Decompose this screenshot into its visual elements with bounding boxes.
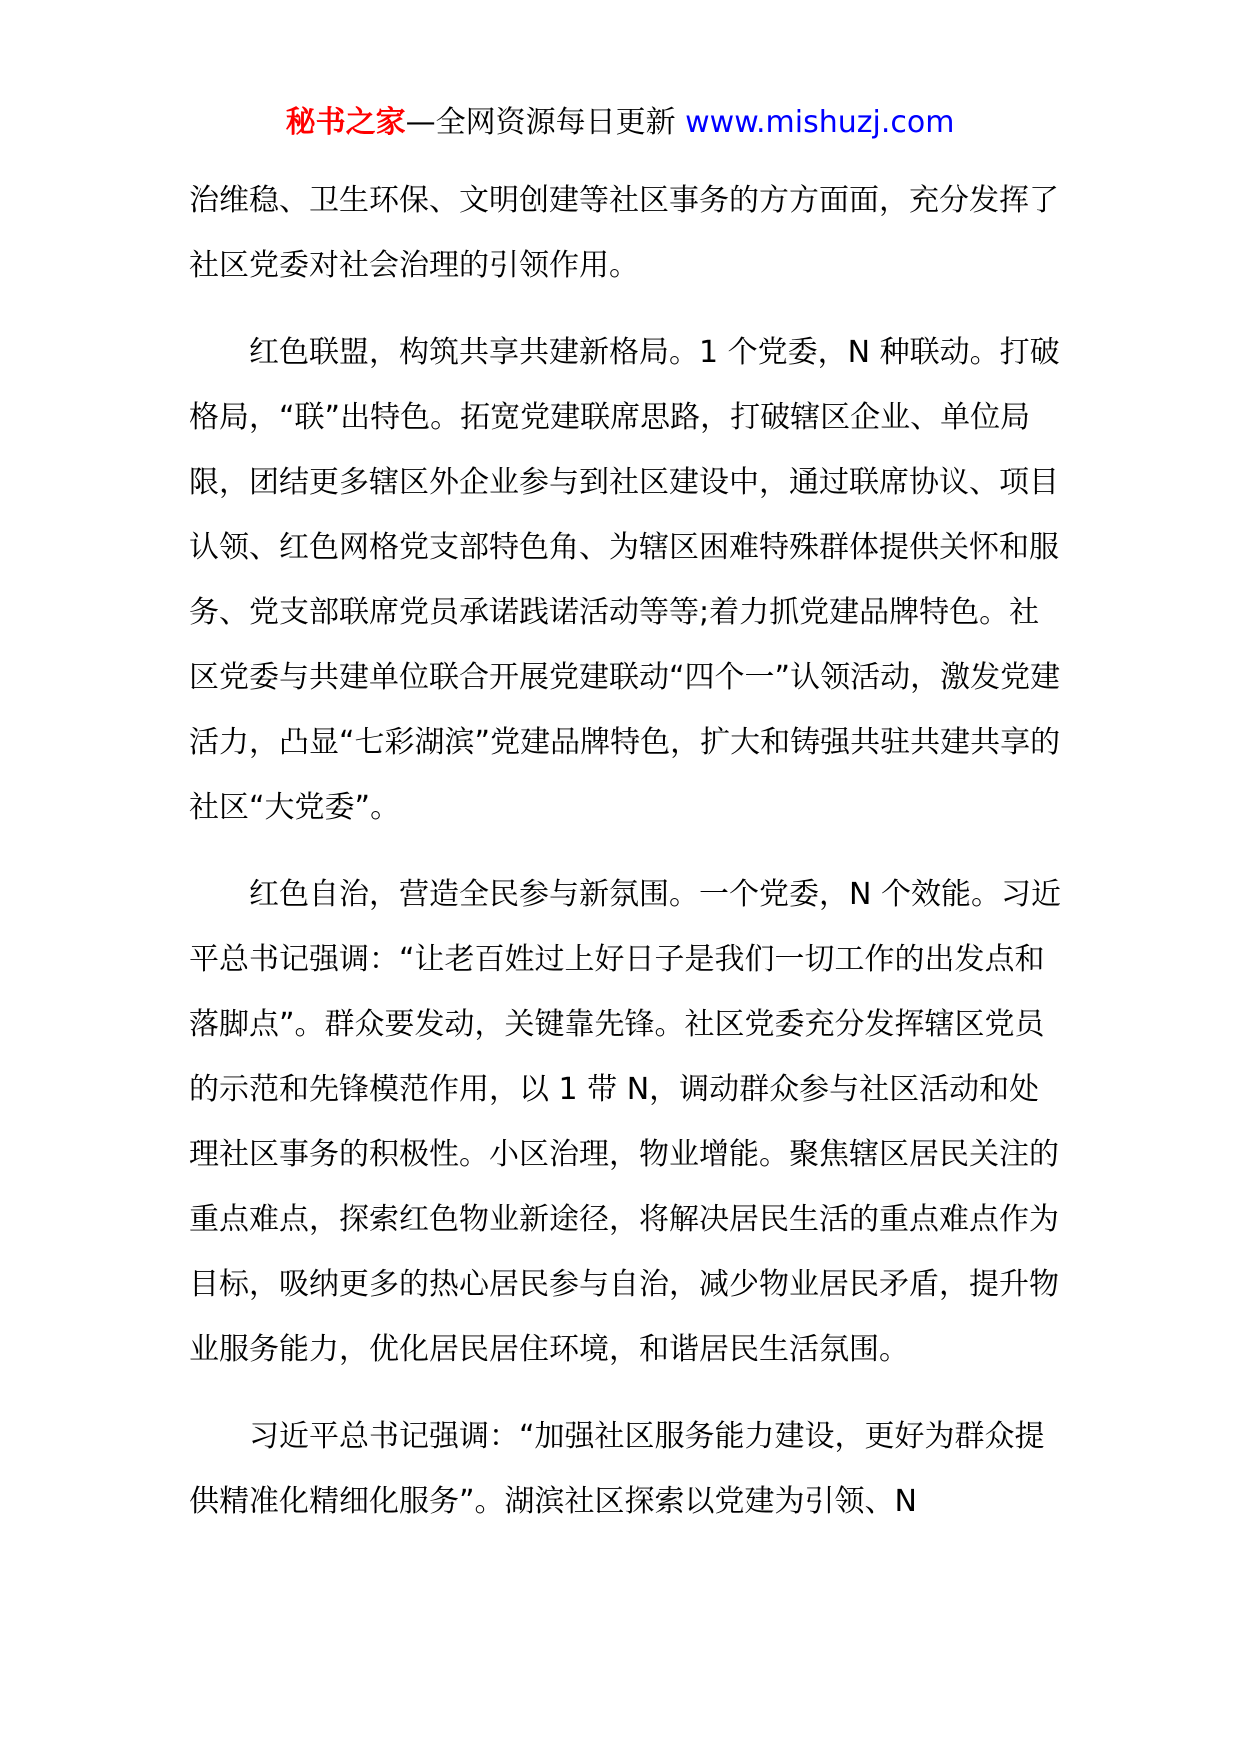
watermark-header [0, 101, 1240, 145]
paragraph-continued: 治维稳、卫生环保、文明创建等社区事务的方方面面，充分发挥了社区党委对社会治理的引领作用。 [189, 183, 1059, 283]
paragraph-red-autonomy: 红色自治，营造全民参与新氛围。一个党委，N 个效能。习近平总书记强调：“让老百姓过上好日子是我们一切工作的出发点和落脚点”。群众要发动，关键靠先锋。社区党委充分发挥辖区党员的示范和先锋模范作用，以 1 带 N，调动群众参与社区活动和处理社区事务的积极性。小区治理，物业增能。聚焦辖区居民关注的重点难点，探索红色物业新途径，将解决居民生活的重点难点作为目标，吸纳更多的热心居民参与自治，减少物业居民矛盾，提升物业服务能力，优化居民居住环境，和谐居民生活氛围。 [189, 877, 1061, 1367]
header-tagline: —全网资源每日更新 [405, 105, 686, 140]
site-url-link[interactable]: www.mishuzj.com [685, 105, 955, 140]
paragraph-red-alliance: 红色联盟，构筑共享共建新格局。1 个党委，N 种联动。打破格局，“联”出特色。拓宽党建联席思路，打破辖区企业、单位局限，团结更多辖区外企业参与到社区建设中，通过联席协议、项目认领、红色网格党支部特色角、为辖区困难特殊群体提供关怀和服务、党支部联席党员承诺践诺活动等等;着力抓党建品牌特色。社区党委与共建单位联合开展党建联动“四个一”认领活动，激发党建活力，凸显“七彩湖滨”党建品牌特色，扩大和铸强共驻共建共享的社区“大党委”。 [189, 335, 1061, 825]
document-body [189, 168, 1069, 1556]
brand-name: 秘书之家 [285, 105, 406, 140]
paragraph-service-capacity: 习近平总书记强调：“加强社区服务能力建设，更好为群众提供精准化精细化服务”。湖滨社区探索以党建为引领、N [189, 1419, 1045, 1519]
